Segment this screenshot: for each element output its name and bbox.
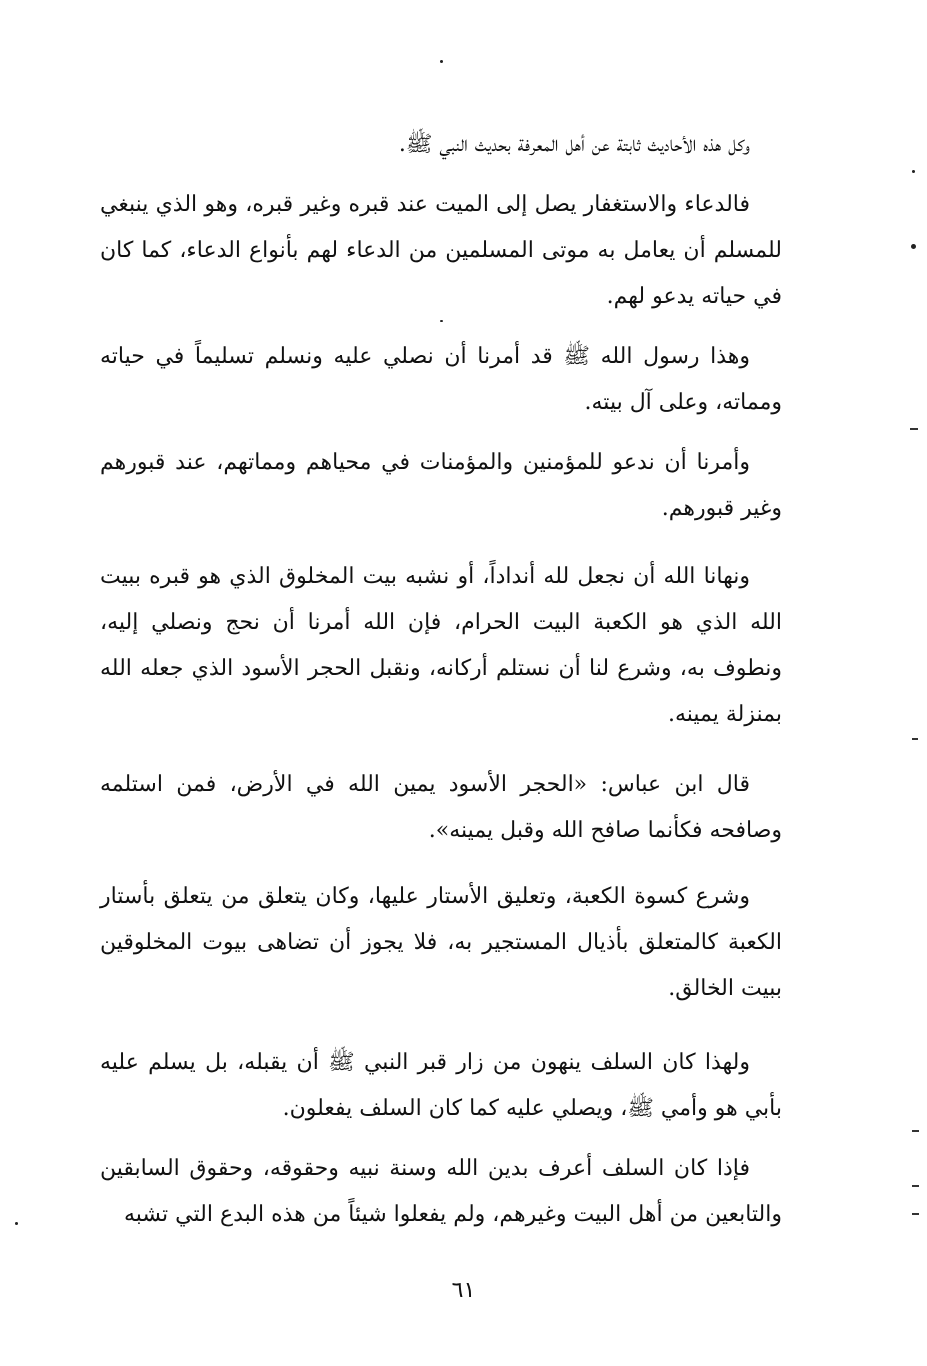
paragraph: وكل هذه الأحاديث ثابتة عن أهل المعرفة بحديث النبي ﷺ. xyxy=(398,132,750,157)
paragraph: فالدعاء والاستغفار يصل إلى الميت عند قبره وغير قبره، وهو الذي ينبغي للمسلم أن يعامل به موتى المسلمين من الدعاء لهم بأنواع الدعاء، كما كان في حياته يدعو لهم. xyxy=(100,192,782,309)
paragraph: قال ابن عباس: «الحجر الأسود يمين الله في الأرض، فمن استلمه وصافحه فكأنما صافح الله وقبل يمينه». xyxy=(100,772,782,843)
scan-mark xyxy=(912,738,918,740)
page-number: ٦١ xyxy=(451,1278,476,1303)
scan-speck xyxy=(440,60,443,63)
paragraph: فإذا كان السلف أعرف بدين الله وسنة نبيه وحقوقه، وحقوق السابقين والتابعين من أهل البيت وغيرهم، ولم يفعلوا شيئاً من هذه البدع التي تشبه xyxy=(100,1156,782,1227)
paragraph: وهذا رسول الله ﷺ قد أمرنا أن نصلي عليه ونسلم تسليماً في حياته ومماته، وعلى آل بيته. xyxy=(100,344,782,415)
paragraph: وأمرنا أن ندعو للمؤمنين والمؤمنات في محياهم ومماتهم، عند قبورهم وغير قبورهم. xyxy=(100,450,782,521)
scan-mark xyxy=(912,1130,919,1132)
scan-mark xyxy=(912,1185,919,1187)
scan-speck xyxy=(912,170,915,173)
scan-speck xyxy=(15,1222,18,1225)
scan-mark xyxy=(910,428,918,430)
paragraph: ونهانا الله أن نجعل لله أنداداً، أو نشبه بيت المخلوق الذي هو قبره ببيت الله الذي هو الكعبة البيت الحرام، فإن الله أمرنا أن نحج ونصلي إليه، ونطوف به، وشرع لنا أن نستلم أركانه، ونقبل الحجر الأسود الذي جعله الله بمنزلة يمينه. xyxy=(100,564,782,727)
body-text xyxy=(100,122,782,1238)
scan-speck xyxy=(911,244,916,249)
paragraph: ولهذا كان السلف ينهون من زار قبر النبي ﷺ أن يقبله، بل يسلم عليه بأبي هو وأمي ﷺ، ويصلي عليه كما كان السلف يفعلون. xyxy=(100,1050,782,1121)
scan-mark xyxy=(912,1213,919,1215)
paragraph: وشرع كسوة الكعبة، وتعليق الأستار عليها، وكان يتعلق من يتعلق بأستار الكعبة كالمتعلق بأذيال المستجير به، فلا يجوز أن تضاهى بيوت المخلوقين ببيت الخالق. xyxy=(100,884,782,1001)
